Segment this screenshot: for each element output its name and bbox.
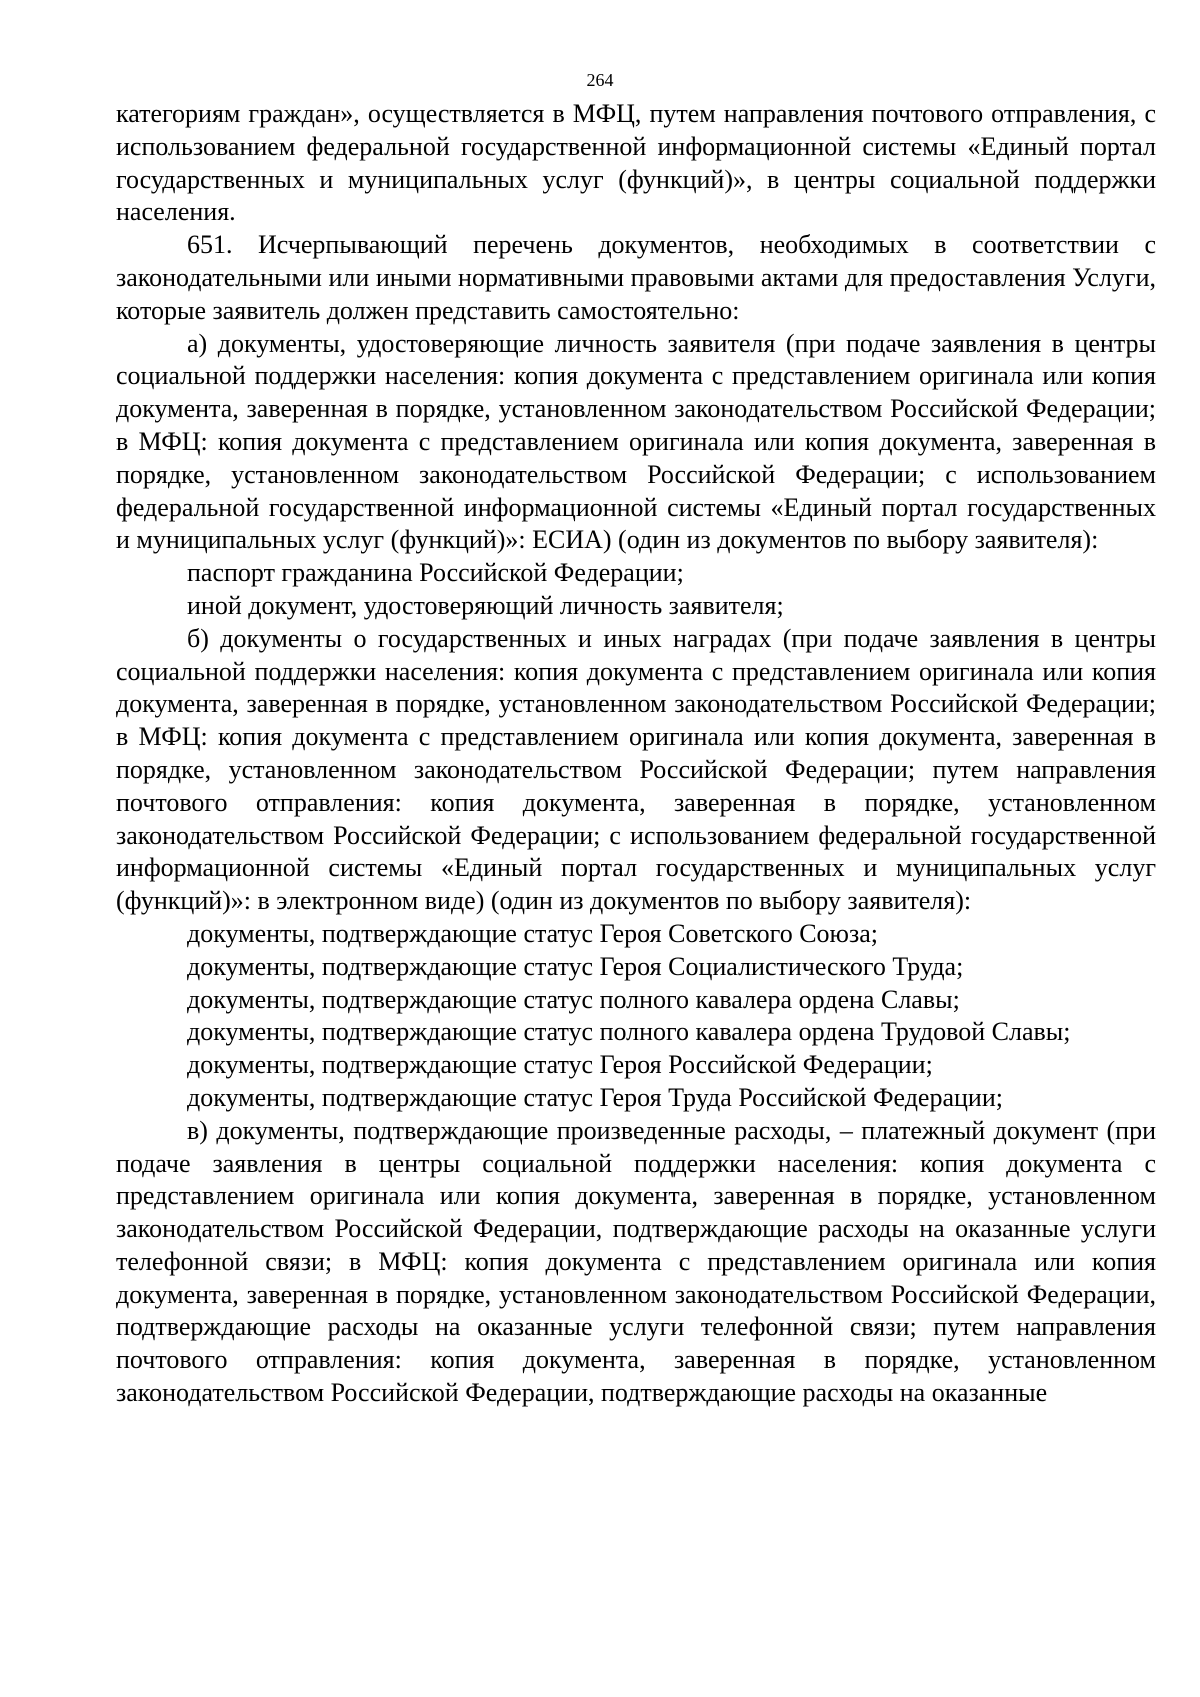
paragraph-subitem-a: а) документы, удостоверяющие личность заявителя (при подаче заявления в центры социальной поддержки населения: копия документа с представлением оригинала или копия документа, заверенная в порядке, установленном законодательством Российской Федерации; в МФЦ: копия документа с представлением оригинала или копия документа, заверенная в порядке, установленном законодательством Российской Федерации; с использованием федеральной государственной информационной системы «Единый портал государственных и муниципальных услуг (функций)»: ЕСИА) (один из документов по выбору заявителя): <box>116 328 1156 555</box>
document-body <box>116 98 1156 1410</box>
list-item: документы, подтверждающие статус Героя Труда Российской Федерации; <box>187 1082 1003 1112</box>
list-item: паспорт гражданина Российской Федерации; <box>187 558 684 588</box>
page-number: 264 <box>586 70 614 90</box>
list-item: документы, подтверждающие статус Героя Советского Союза; <box>187 918 878 948</box>
list-item: документы, подтверждающие статус полного кавалера ордена Славы; <box>187 984 960 1014</box>
paragraph-item-651: 651. Исчерпывающий перечень документов, необходимых в соответствии с законодательными или иными нормативными правовыми актами для предоставления Услуги, которые заявитель должен представить самостоятельно: <box>116 230 1156 325</box>
paragraph-continuation: категориям граждан», осуществляется в МФЦ, путем направления почтового отправления, с использованием федеральной государственной информационной системы «Единый портал государственных и муниципальных услуг (функций)», в центры социальной поддержки населения. <box>116 99 1156 227</box>
paragraph-subitem-v: в) документы, подтверждающие произведенные расходы, – платежный документ (при подаче заявления в центры социальной поддержки населения: копия документа с представлением оригинала или копия документа, заверенная в порядке, установленном законодательством Российской Федерации, подтверждающие расходы на оказанные услуги телефонной связи; в МФЦ: копия документа с представлением оригинала или копия документа, заверенная в порядке, установленном законодательством Российской Федерации, подтверждающие расходы на оказанные услуги телефонной связи; путем направления почтового отправления: копия документа, заверенная в порядке, установленном законодательством Российской Федерации, подтверждающие расходы на оказанные <box>116 1115 1156 1408</box>
list-item: документы, подтверждающие статус Героя Российской Федерации; <box>187 1050 933 1080</box>
list-item: документы, подтверждающие статус Героя Социалистического Труда; <box>187 951 964 981</box>
list-item: документы, подтверждающие статус полного кавалера ордена Трудовой Славы; <box>187 1017 1071 1047</box>
paragraph-subitem-b: б) документы о государственных и иных наградах (при подаче заявления в центры социальной поддержки населения: копия документа с представлением оригинала или копия документа, заверенная в порядке, установленном законодательством Российской Федерации; в МФЦ: копия документа с представлением оригинала или копия документа, заверенная в порядке, установленном законодательством Российской Федерации; путем направления почтового отправления: копия документа, заверенная в порядке, установленном законодательством Российской Федерации; с использованием федеральной государственной информационной системы «Единый портал государственных и муниципальных услуг (функций)»: в электронном виде) (один из документов по выбору заявителя): <box>116 623 1156 916</box>
list-item: иной документ, удостоверяющий личность заявителя; <box>187 590 784 620</box>
